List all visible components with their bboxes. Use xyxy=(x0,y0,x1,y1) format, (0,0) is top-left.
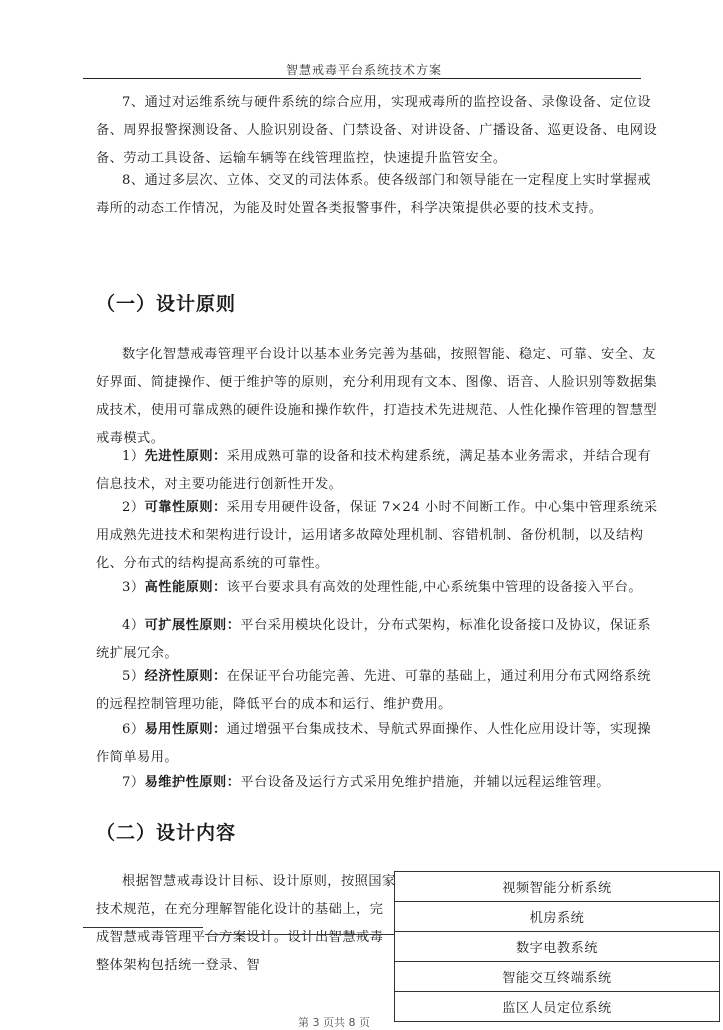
principle-item: 6）易用性原则：通过增强平台集成技术、导航式界面操作、人性化应用设计等，实现操作简单易用。 xyxy=(96,722,652,765)
intro-item-8: 8、通过多层次、立体、交叉的司法体系。使各级部门和领导能在一定程度上实时掌握戒毒所的动态工作情况，为能及时处置各类报警事件，科学决策提供必要的技术支持。 xyxy=(96,173,652,216)
intro-item-7: 7、通过对运维系统与硬件系统的综合应用，实现戒毒所的监控设备、录像设备、定位设备、周界报警探测设备、人脸识别设备、门禁设备、对讲设备、广播设备、巡更设备、电网设备、劳动工具设备、运输车辆等在线管理监控，快速提升监管安全。 xyxy=(96,95,658,166)
header-divider xyxy=(83,78,641,79)
section1-intro: 数字化智慧戒毒管理平台设计以基本业务完善为基础，按照智能、稳定、可靠、安全、友好界面、简捷操作、便于维护等的原则，充分利用现有文本、图像、语音、人脸识别等数据集成技术，使用可靠成熟的硬件设施和操作软件，打造技术先进规范、人性化操作管理的智慧型戒毒模式。 xyxy=(96,347,658,446)
system-cell: 数字电教系统 xyxy=(395,932,720,962)
section2-intro: 根据智慧戒毒设计目标、设计原则，按照国家技术规范，在充分理解智能化设计的基础上，完成智慧戒毒管理平台方案设计。设计出智慧戒毒整体架构包括统一登录、智 xyxy=(96,874,396,973)
page-number: 第 3 页共 8 页 xyxy=(298,1016,370,1029)
principle-item: 2）可靠性原则：采用专用硬件设备，保证 7×24 小时不间断工作。中心集中管理系统采用成熟先进技术和架构进行设计，运用诸多故障处理机制、容错机制、备份机制，以及结构化、分布式的结构提高系统的可靠性。 xyxy=(96,500,658,571)
system-cell: 视频智能分析系统 xyxy=(395,872,720,902)
page-header-title: 智慧戒毒平台系统技术方案 xyxy=(285,63,442,77)
section-heading-design-content: （二）设计内容 xyxy=(96,822,237,844)
principle-item: 5）经济性原则：在保证平台功能完善、先进、可靠的基础上，通过利用分布式网络系统的远程控制管理功能，降低平台的成本和运行、维护费用。 xyxy=(96,669,652,712)
systems-table xyxy=(394,871,720,1022)
principle-item: 4）可扩展性原则：平台采用模块化设计，分布式架构，标准化设备接口及协议，保证系统扩展冗余。 xyxy=(96,618,652,661)
principle-item: 7）易维护性原则：平台设备及运行方式采用免维护措施，并辅以远程运维管理。 xyxy=(122,775,610,790)
principle-item: 3）高性能原则：该平台要求具有高效的处理性能,中心系统集中管理的设备接入平台。 xyxy=(122,580,643,595)
system-cell: 监区人员定位系统 xyxy=(395,992,720,1022)
principle-item: 1）先进性原则：采用成熟可靠的设备和技术构建系统，满足基本业务需求，并结合现有信息技术，对主要功能进行创新性开发。 xyxy=(96,449,652,492)
section-heading-design-principles: （一）设计原则 xyxy=(96,293,237,315)
system-cell: 智能交互终端系统 xyxy=(395,962,720,992)
page-divider xyxy=(205,934,395,935)
system-cell: 机房系统 xyxy=(395,902,720,932)
page-divider xyxy=(83,927,203,928)
